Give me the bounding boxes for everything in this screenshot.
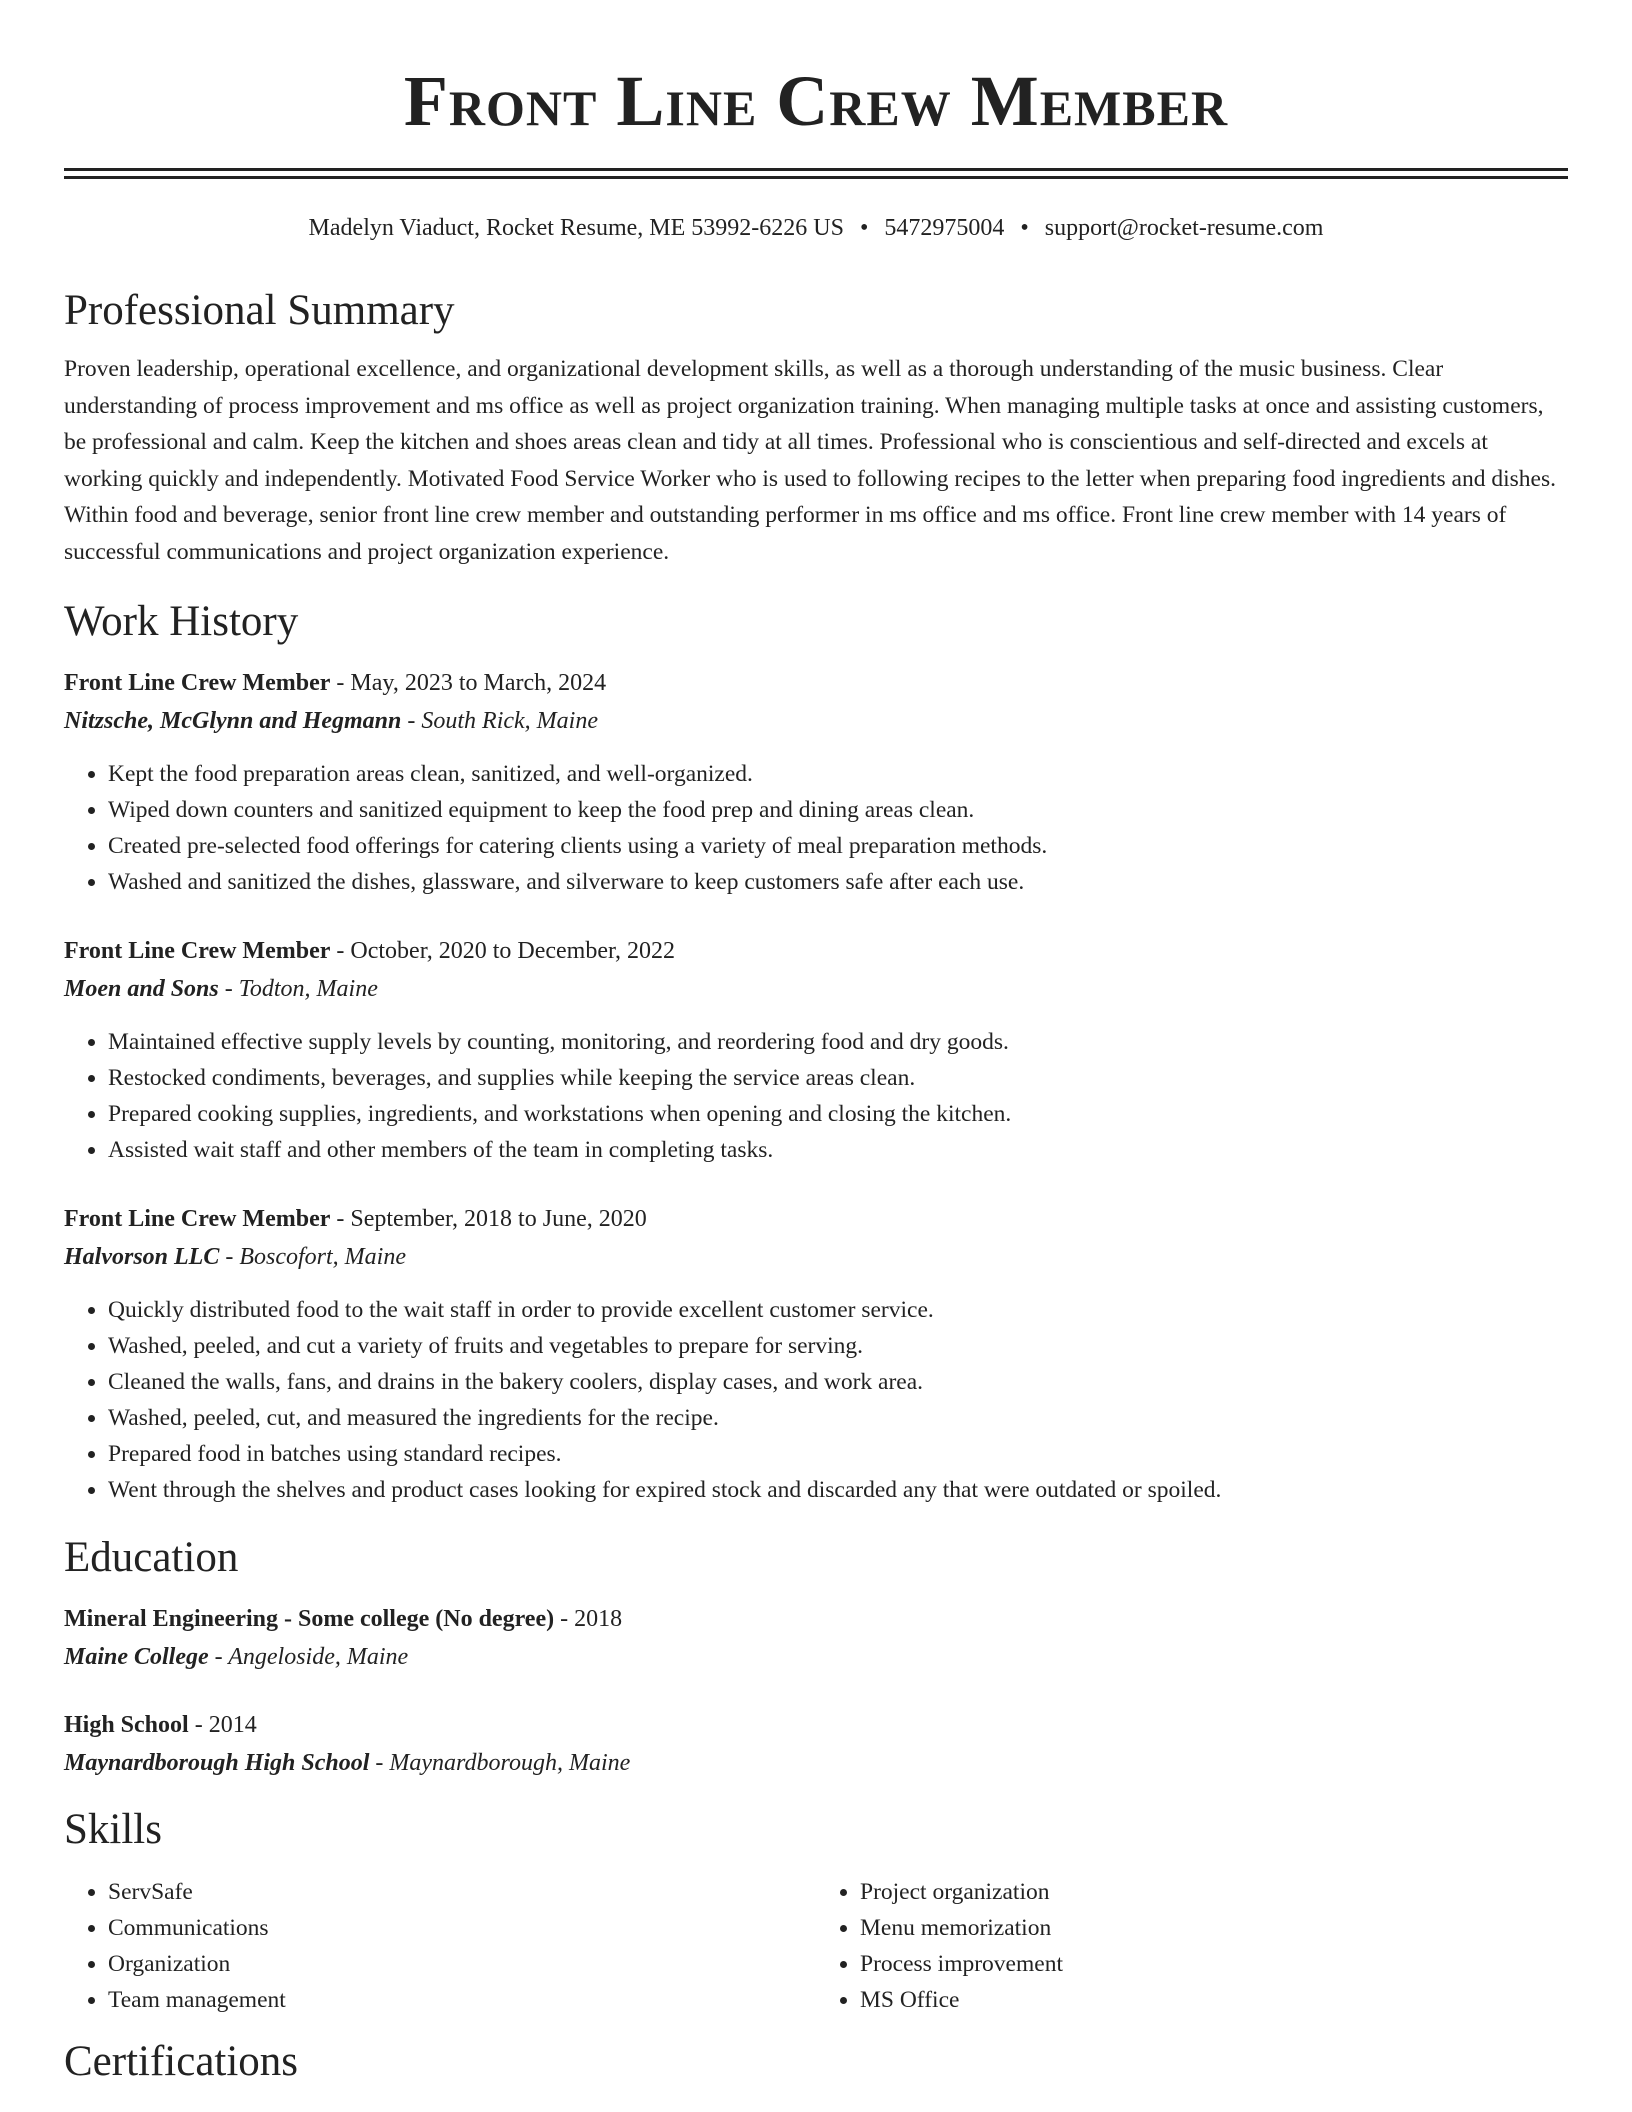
education-location: - Angeloside, Maine <box>208 1644 409 1670</box>
job-entry <box>64 664 1568 900</box>
summary-heading: Professional Summary <box>64 287 455 334</box>
education-school-line <box>64 1638 1568 1676</box>
certifications-heading: Certifications <box>64 2038 299 2085</box>
job-title-line <box>64 1200 1568 1238</box>
skill-item: • ServSafe <box>108 1874 816 1910</box>
job-company-line <box>64 1238 1568 1276</box>
skills-column-left <box>64 1874 816 2018</box>
job-duty: • Kept the food preparation areas clean, sanitized, and well-organized. <box>108 756 1568 792</box>
job-location: - Todton, Maine <box>218 976 378 1002</box>
job-entry <box>64 1200 1568 1508</box>
job-company-line <box>64 970 1568 1008</box>
contact-separator: • <box>859 215 869 241</box>
job-duty: • Washed, peeled, cut, and measured the ingredients for the recipe. <box>108 1400 1568 1436</box>
education-degree: High School <box>64 1712 189 1738</box>
job-company: Halvorson LLC <box>64 1244 220 1270</box>
job-title: Front Line Crew Member <box>64 1206 331 1232</box>
skill-item: • Menu memorization <box>860 1910 1568 1946</box>
skill-item: • Organization <box>108 1946 816 1982</box>
email: support@rocket-resume.com <box>1044 215 1324 241</box>
job-duties <box>64 1024 1568 1168</box>
skill-item: • Project organization <box>860 1874 1568 1910</box>
job-company: Moen and Sons <box>64 976 219 1002</box>
title-divider <box>64 168 1568 179</box>
education-school: Maynardborough High School <box>64 1750 370 1776</box>
education-heading: Education <box>64 1534 239 1581</box>
job-duty: • Created pre-selected food offerings for catering clients using a variety of meal preparation methods. <box>108 828 1568 864</box>
skills-list <box>64 1874 1568 2018</box>
education-entry <box>64 1600 1568 1676</box>
skill-item: • Process improvement <box>860 1946 1568 1982</box>
job-dates: - September, 2018 to June, 2020 <box>330 1206 647 1232</box>
education-school-line <box>64 1744 1568 1782</box>
job-duty: • Washed and sanitized the dishes, glassware, and silverware to keep customers safe after each use. <box>108 864 1568 900</box>
job-entry <box>64 932 1568 1168</box>
job-company-line <box>64 702 1568 740</box>
contact-separator: • <box>1020 215 1029 241</box>
job-company: Nitzsche, McGlynn and Hegmann <box>64 708 402 734</box>
skills-column-right <box>816 1874 1568 2018</box>
job-title: Front Line Crew Member <box>64 938 331 964</box>
job-title-line <box>64 664 1568 702</box>
job-duty: • Went through the shelves and product cases looking for expired stock and discarded any that were outdated or spoiled. <box>108 1472 1568 1508</box>
job-duty: • Prepared cooking supplies, ingredients, and workstations when opening and closing the kitchen. <box>108 1096 1568 1132</box>
job-duties <box>64 1292 1568 1508</box>
skill-item: • Team management <box>108 1982 816 2018</box>
job-duty: • Wiped down counters and sanitized equipment to keep the food prep and dining areas clean. <box>108 792 1568 828</box>
address: Madelyn Viaduct, Rocket Resume, ME 53992-6226 US <box>308 215 844 241</box>
work-history-heading: Work History <box>64 598 299 645</box>
job-duty: • Washed, peeled, and cut a variety of fruits and vegetables to prepare for serving. <box>108 1328 1568 1364</box>
job-location: - Boscofort, Maine <box>219 1244 406 1270</box>
summary-text: Proven leadership, operational excellence, and organizational development skills, as well as a thorough understanding of the music business. Clear understanding of process improvement and ms office as well as project organization training. When managing multiple tasks at once and assisting customers, be professional and calm. Keep the kitchen and shoes areas clean and tidy at all times. Professional who is conscientious and self-directed and excels at working quickly and independently. Motivated Food Service Worker who is used to following recipes to the letter when preparing food ingredients and dishes. Within food and beverage, senior front line crew member and outstanding performer in ms office and ms office. Front line crew member with 14 years of successful communications and project organization experience. <box>64 356 1556 565</box>
job-duty: • Cleaned the walls, fans, and drains in the bakery coolers, display cases, and work area. <box>108 1364 1568 1400</box>
education-entry <box>64 1706 1568 1782</box>
job-duty: • Assisted wait staff and other members of the team in completing tasks. <box>108 1132 1568 1168</box>
job-title-line <box>64 932 1568 970</box>
education-location: - Maynardborough, Maine <box>369 1750 631 1776</box>
skill-item: • MS Office <box>860 1982 1568 2018</box>
job-dates: - May, 2023 to March, 2024 <box>330 670 607 696</box>
education-year: - 2014 <box>188 1712 257 1738</box>
skills-heading: Skills <box>64 1806 162 1853</box>
education-school: Maine College <box>64 1644 209 1670</box>
education-degree: Mineral Engineering - Some college (No degree) <box>64 1606 555 1632</box>
contact-line <box>64 213 1568 243</box>
education-degree-line <box>64 1706 1568 1744</box>
job-duty: • Maintained effective supply levels by counting, monitoring, and reordering food and dry goods. <box>108 1024 1568 1060</box>
education-year: - 2018 <box>554 1606 623 1632</box>
skill-item: • Communications <box>108 1910 816 1946</box>
job-duty: • Prepared food in batches using standard recipes. <box>108 1436 1568 1472</box>
phone: 5472975004 <box>884 215 1005 241</box>
job-duty: • Restocked condiments, beverages, and supplies while keeping the service areas clean. <box>108 1060 1568 1096</box>
education-degree-line <box>64 1600 1568 1638</box>
job-location: - South Rick, Maine <box>401 708 598 734</box>
job-title: Front Line Crew Member <box>64 670 331 696</box>
job-duty: • Quickly distributed food to the wait staff in order to provide excellent customer service. <box>108 1292 1568 1328</box>
resume-title: Front Line Crew Member <box>403 61 1229 141</box>
job-duties <box>64 756 1568 900</box>
job-dates: - October, 2020 to December, 2022 <box>330 938 676 964</box>
